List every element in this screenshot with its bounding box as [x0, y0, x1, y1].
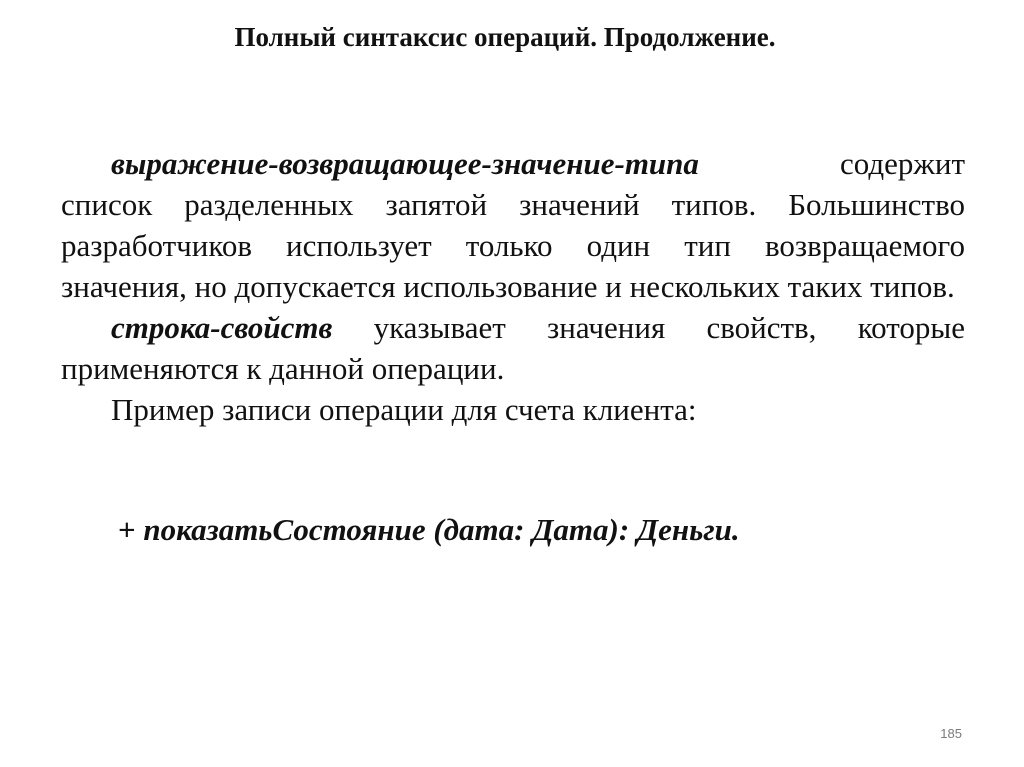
- operation-signature: показатьСостояние (дата: Дата): Деньги.: [143, 512, 740, 547]
- slide-body: [61, 143, 965, 430]
- paragraph-return-type-text: содержит список разделенных запятой значений типов. Большинство разработчиков использует только один тип возвращаемого значения, но допускается использование и нескольких таких типов.: [61, 146, 965, 304]
- visibility-plus: +: [118, 512, 136, 547]
- paragraph-example-intro: Пример записи операции для счета клиента:: [111, 392, 697, 427]
- page-number: 185: [940, 726, 962, 741]
- paragraph-property-string-text: указывает значения свойств, которые применяются к данной операции.: [61, 310, 965, 386]
- paragraph-property-string: [61, 307, 965, 389]
- term-property-string: строка-свойств: [111, 310, 333, 345]
- paragraph-return-type: [61, 143, 965, 307]
- slide-title: Полный синтаксис операций. Продолжение.: [234, 22, 776, 52]
- operation-example: [118, 512, 740, 548]
- term-return-type-expression: выражение-возвращающее-значение-типа: [111, 146, 699, 181]
